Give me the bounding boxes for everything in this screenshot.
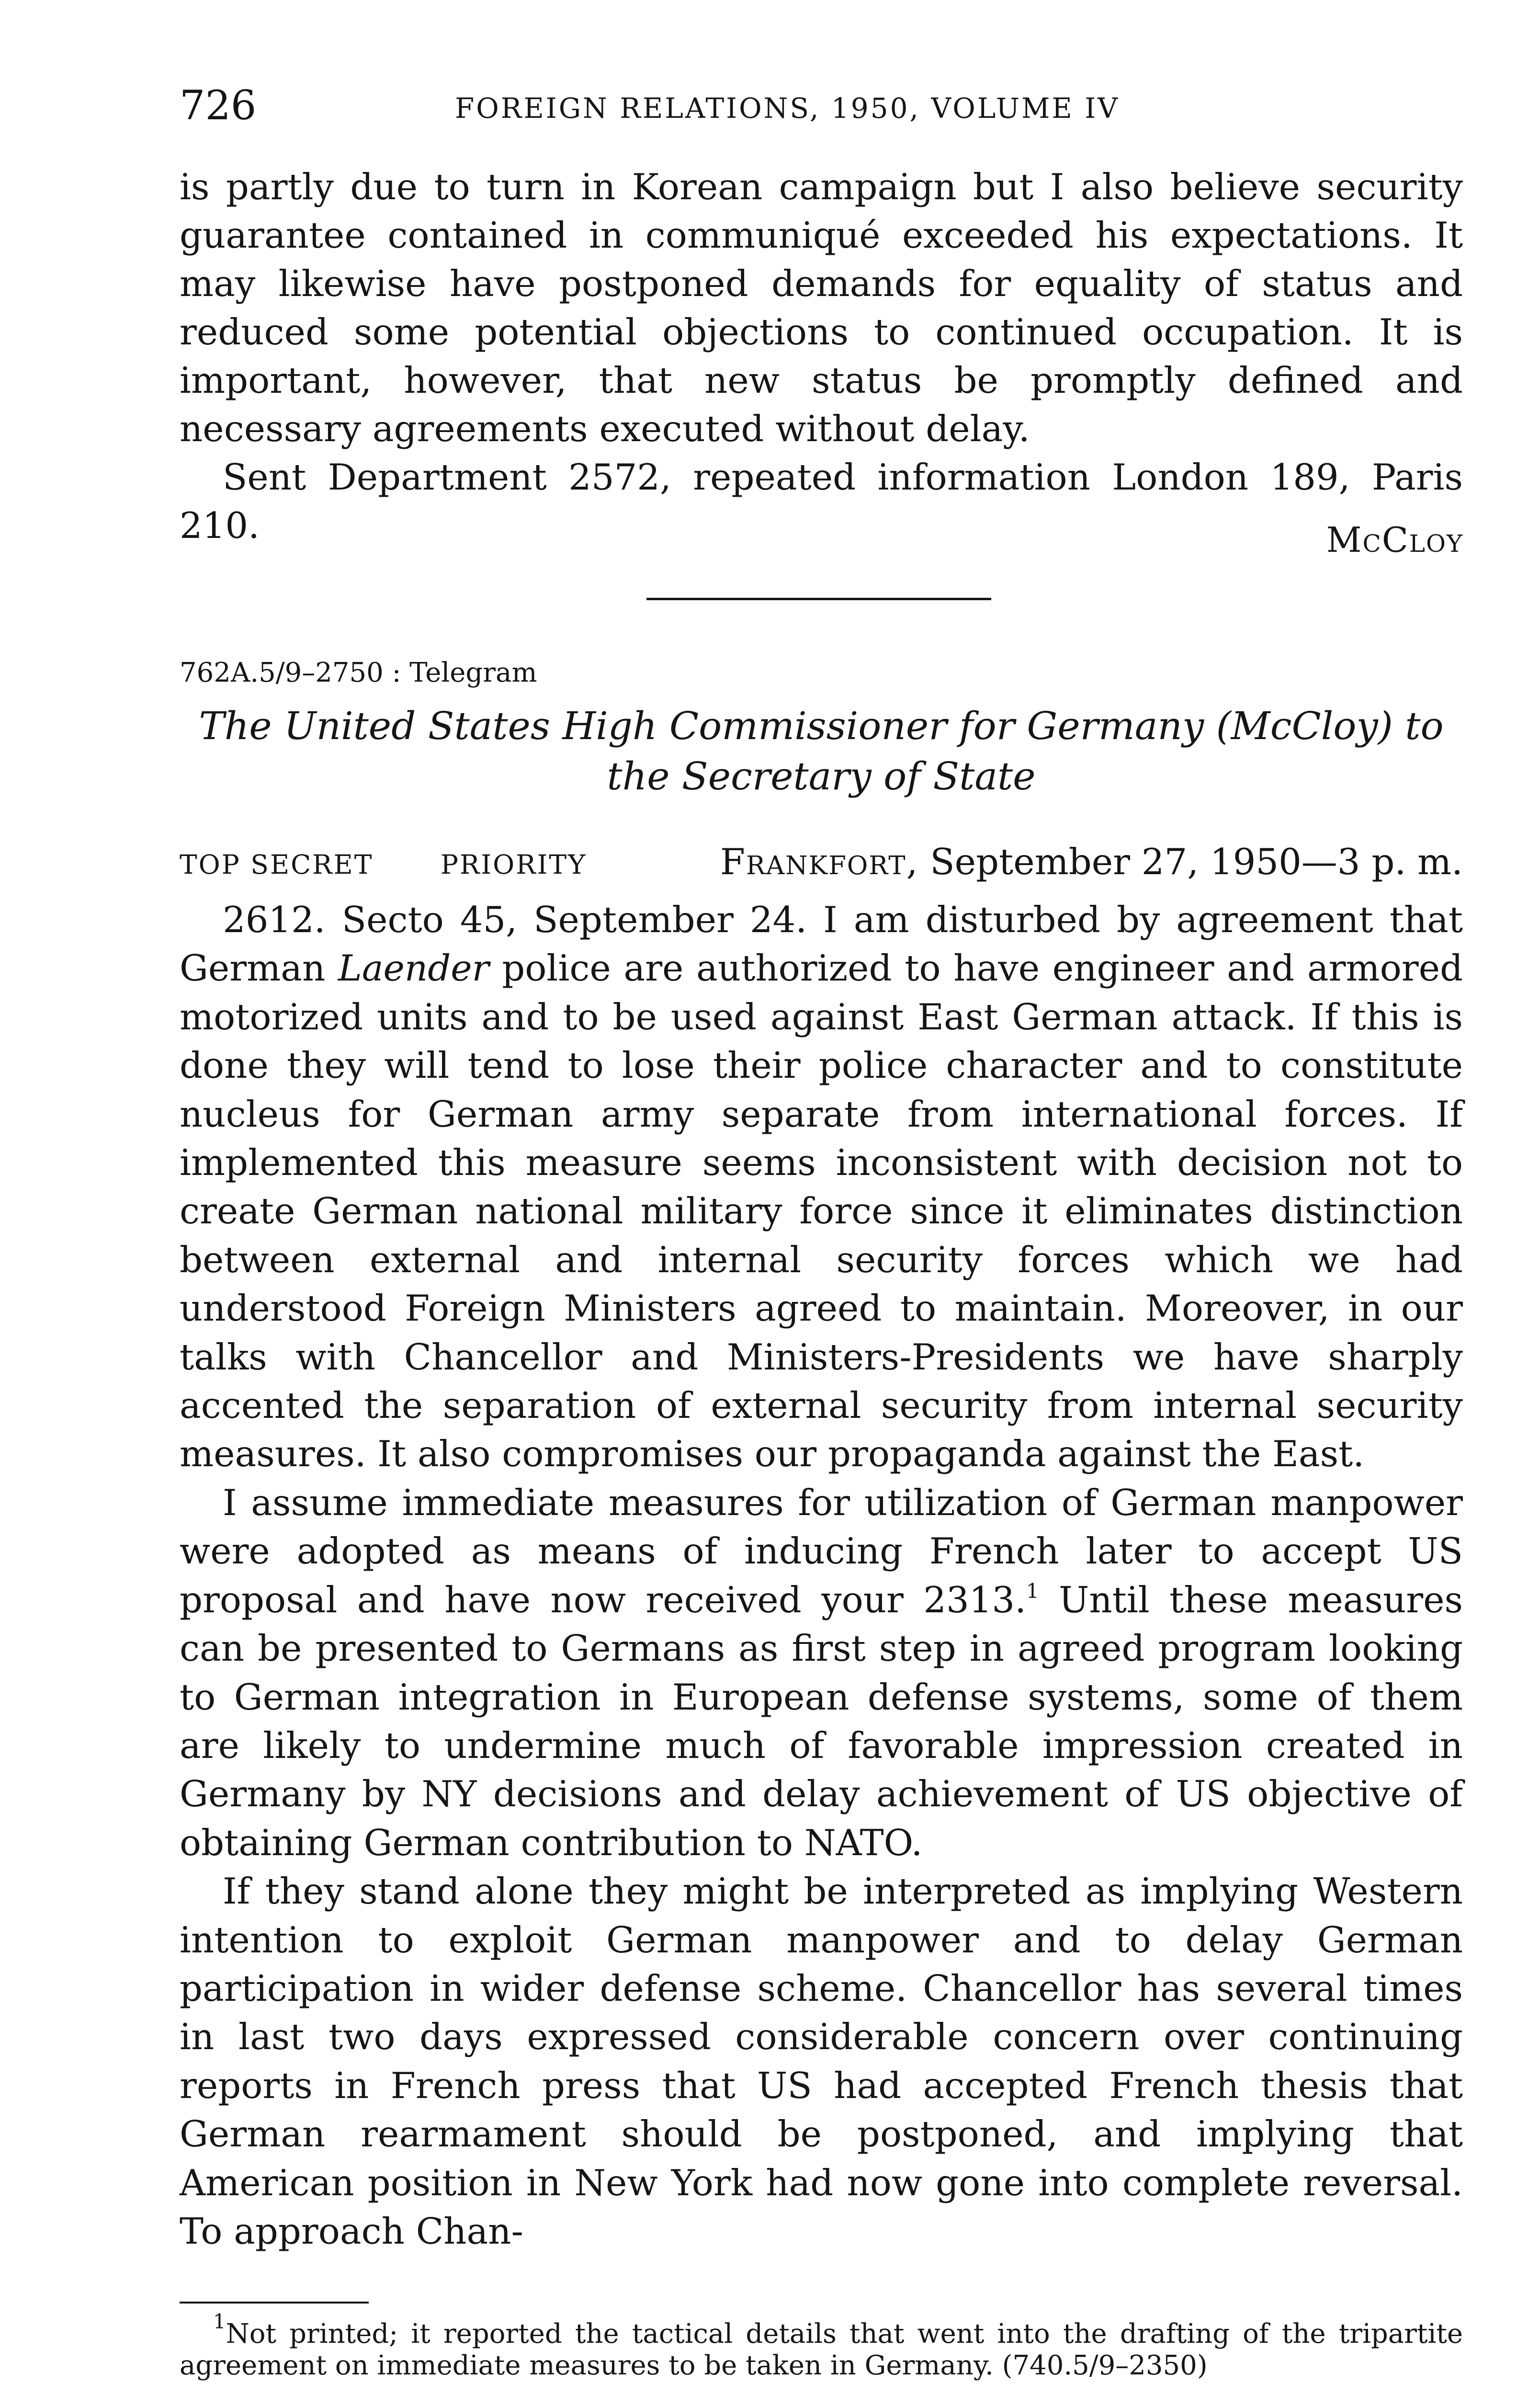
priority: PRIORITY xyxy=(441,849,587,880)
classification: TOP SECRET xyxy=(180,849,374,880)
footnote-marker: 1 xyxy=(213,2310,226,2333)
running-title: FOREIGN RELATIONS, 1950, VOLUME IV xyxy=(455,92,1120,125)
telegram-paragraph-2: I assume immediate measures for utilization of German manpower were adopted as means of inducing French later to accept US proposal and have now received your 2313.$^1$ Until these measures can be presented to Germans as first step in agreed program looking to German integration in European defense systems, some of them are likely to undermine much of favorable impression created in Germany by NY decisions and delay achievement of US objective of obtaining German contribution to NATO. xyxy=(180,1481,1463,1864)
date-time: September 27, 1950—3 p. m. xyxy=(930,841,1463,883)
place: Frankfort, xyxy=(720,841,919,883)
intro-paragraph: is partly due to turn in Korean campaign but I also believe security guarantee contained in communiqué exceeded his expectations. It may likewise have postponed demands for equality of status and reduced some potential objections to continued occupation. It is important, however, that new status be promptly defined and necessary agreements executed without delay. xyxy=(180,166,1463,450)
telegram-paragraph-3: If they stand alone they might be interpreted as implying Western intention to exploit German manpower and to delay German participation in wider defense scheme. Chancellor has several times in last two days expressed considerable concern over continuing reports in French press that US had accepted French thesis that German rearmament should be postponed, and implying that American position in New York had now gone into complete reversal. To approach Chan- xyxy=(180,1870,1463,2252)
laender-term: Laender xyxy=(338,947,489,990)
page-number: 726 xyxy=(180,82,257,129)
footnote-divider xyxy=(180,2302,369,2304)
document-heading: The United States High Commissioner for Germany (McCloy) to the Secretary of State xyxy=(199,704,1444,798)
footnote-reference: 1 xyxy=(1026,1579,1039,1603)
place-date xyxy=(720,841,1463,883)
footnote-text: Not printed; it reported the tactical details that went into the drafting of the tripartite agreement on immediate measures to be taken in Germany. (740.5/9–2350) xyxy=(180,2318,1463,2381)
section-divider xyxy=(646,598,991,600)
telegram-body xyxy=(180,896,1463,2256)
intro-section xyxy=(180,163,1463,550)
file-reference: 762A.5/9–2750 : Telegram xyxy=(180,657,537,688)
footnote xyxy=(180,2310,1463,2382)
signature: McCloy xyxy=(1326,520,1463,560)
running-header xyxy=(180,81,1463,148)
telegram-paragraph-1: 2612. Secto 45, September 24. I am disturbed by agreement that German Laender police are authorized to have engineer and armored motorized units and to be used against East German attack. If this is done they will tend to lose their police character and to constitute nucleus for German army separate from international forces. If implemented this measure seems inconsistent with decision not to create German national military force since it eliminates distinction between external and internal security forces which we had understood Foreign Ministers agreed to maintain. Moreover, in our talks with Chancellor and Ministers-Presidents we have sharply accented the separation of external security from internal security measures. It also compromises our propaganda against the East. xyxy=(180,899,1463,1475)
sent-line: Sent Department 2572, repeated information London 189, Paris 210. xyxy=(180,456,1463,547)
dateline xyxy=(180,841,1463,893)
